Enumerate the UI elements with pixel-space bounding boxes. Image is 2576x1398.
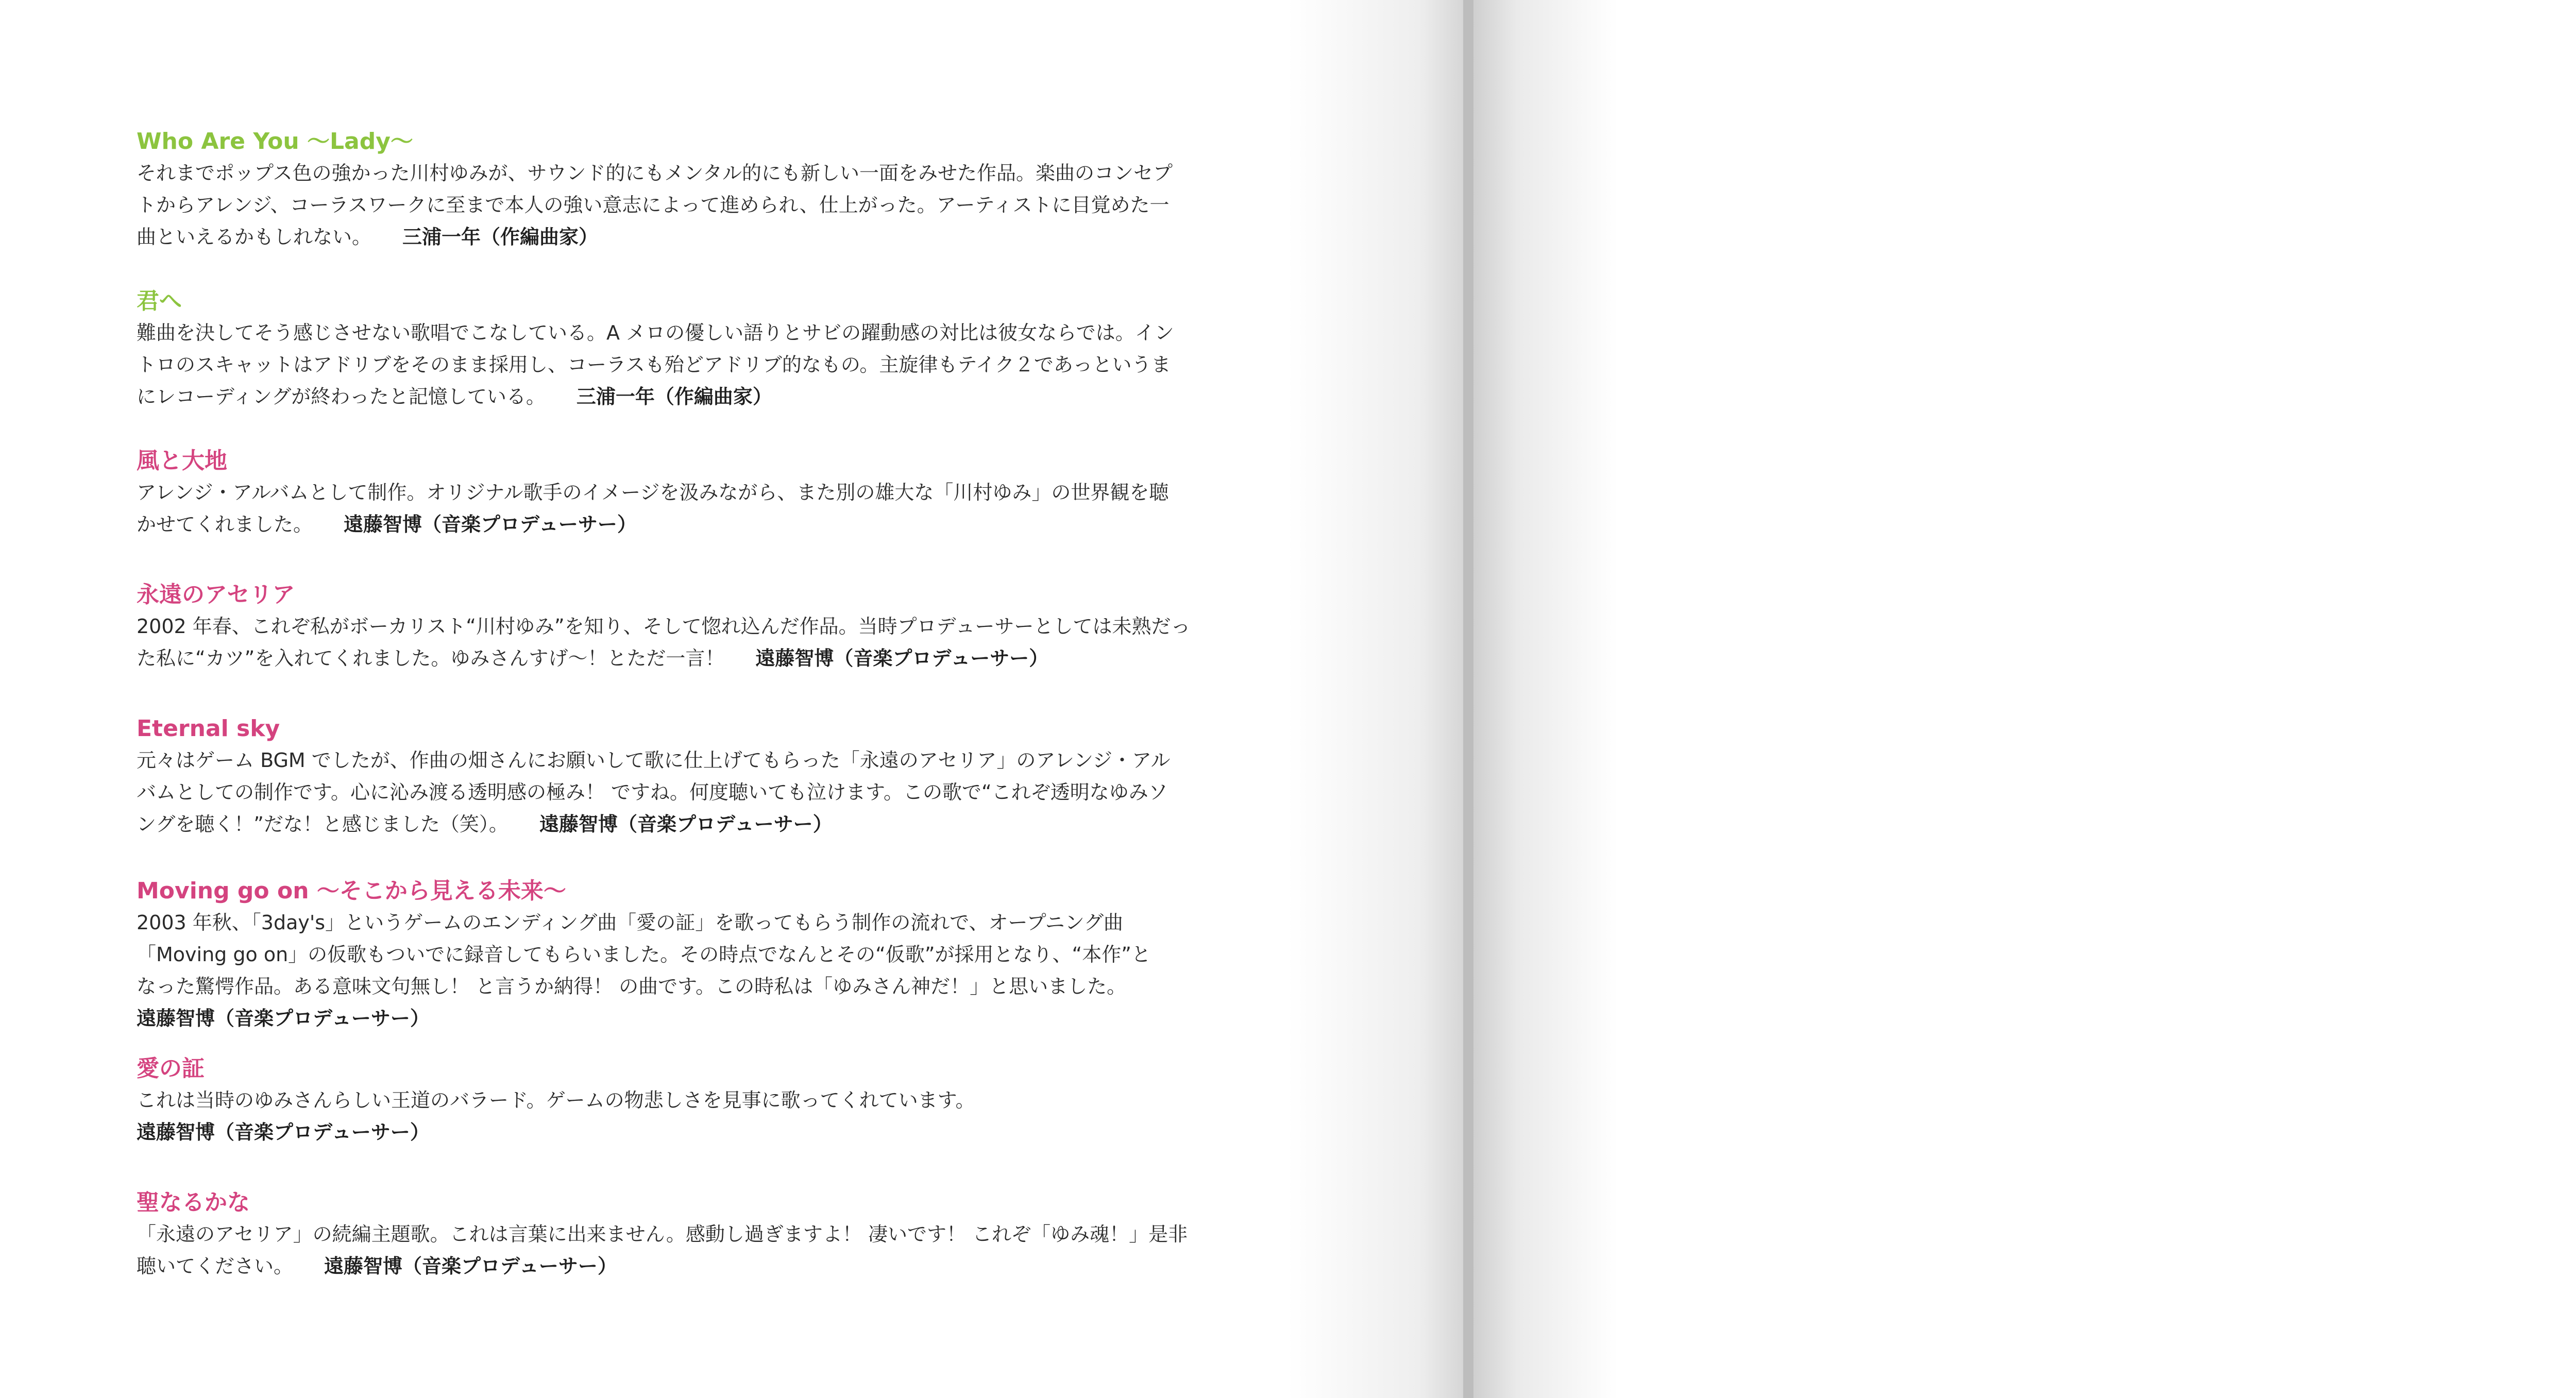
commentary-line (137, 1116, 1337, 1148)
booklet-gutter (1463, 0, 1473, 1398)
track-note-entry (137, 713, 1337, 840)
commentary-text: 元々はゲーム BGM でしたが、作曲の畑さんにお願いして歌に仕上げてもらった「永遠のアセリア」のアレンジ・アル (137, 749, 1171, 772)
commentary-line (137, 808, 1337, 840)
track-commentary (137, 907, 1337, 1034)
commentary-text: これは当時のゆみさんらしい王道のバラード。ゲームの物悲しさを見事に歌ってくれています。 (137, 1089, 975, 1112)
commentary-line (137, 157, 1337, 189)
commentary-credit: 遠藤智博（音楽プロデューサー） (755, 647, 1049, 670)
commentary-line (137, 189, 1337, 221)
commentary-line (137, 476, 1337, 508)
commentary-credit: 遠藤智博（音楽プロデューサー） (137, 1121, 430, 1144)
track-title: 聖なるかな (137, 1189, 250, 1216)
commentary-text: 2003 年秋、「3day's」というゲームのエンディング曲「愛の証」を歌ってもらう制作の流れで、オープニング曲 (137, 911, 1123, 934)
commentary-text: アレンジ・アルバムとして制作。オリジナル歌手のイメージを汲みながら、また別の雄大な「川村ゆみ」の世界観を聴 (137, 481, 1169, 504)
track-commentary (137, 1218, 1337, 1282)
track-title: 愛の証 (137, 1055, 205, 1082)
commentary-credit: 三浦一年（作編曲家） (402, 226, 599, 248)
commentary-text: にレコーディングが終わったと記憶している。 (137, 385, 546, 408)
right-page (1473, 0, 2576, 1398)
track-title: Who Are You ～Lady～ (137, 128, 413, 155)
track-note-entry (137, 446, 1337, 540)
track-note-entry (137, 1187, 1337, 1282)
commentary-text: 2002 年春、これぞ私がボーカリスト“川村ゆみ”を知り、そして惚れ込んだ作品。当時プロデューサーとしては未熟だっ (137, 615, 1191, 638)
commentary-line (137, 1250, 1337, 1282)
track-commentary (137, 476, 1337, 540)
commentary-line (137, 939, 1337, 970)
commentary-credit: 遠藤智博（音楽プロデューサー） (344, 513, 637, 536)
track-commentary (137, 744, 1337, 840)
track-note-entry (137, 286, 1337, 413)
commentary-credit: 三浦一年（作編曲家） (576, 385, 772, 408)
commentary-line (137, 776, 1337, 808)
commentary-line (137, 508, 1337, 540)
commentary-line (137, 381, 1337, 413)
track-note-entry (137, 579, 1337, 674)
commentary-text: トからアレンジ、コーラスワークに至まで本人の強い意志によって進められ、仕上がった。アーティストに目覚めた一 (137, 194, 1170, 216)
track-title: 永遠のアセリア (137, 582, 295, 608)
commentary-line (137, 317, 1337, 349)
track-commentary (137, 157, 1337, 253)
track-title: 風と大地 (137, 448, 227, 474)
track-note-entry (137, 126, 1337, 253)
commentary-text: トロのスキャットはアドリブをそのまま採用し、コーラスも殆どアドリブ的なもの。主旋律もテイク２であっというま (137, 353, 1171, 376)
track-note-entry (137, 876, 1337, 1034)
commentary-line (137, 610, 1337, 642)
track-commentary (137, 610, 1337, 674)
commentary-line (137, 1002, 1337, 1034)
commentary-text: それまでポップス色の強かった川村ゆみが、サウンド的にもメンタル的にも新しい一面をみせた作品。楽曲のコンセプ (137, 162, 1173, 184)
commentary-text: かせてくれました。 (137, 513, 313, 536)
commentary-text: 曲といえるかもしれない。 (137, 226, 372, 248)
track-commentary (137, 1084, 1337, 1148)
commentary-text: た私に“カツ”を入れてくれました。ゆみさんすげ～！とただ一言！ (137, 647, 725, 670)
commentary-text: 「Moving go on」の仮歌もついでに録音してもらいました。その時点でなんとその“仮歌”が採用となり、“本作”と (137, 943, 1151, 966)
track-title: Moving go on ～そこから見える未来～ (137, 878, 566, 904)
track-note-entry (137, 1053, 1337, 1148)
commentary-line (137, 907, 1337, 939)
commentary-text: 聴いてください。 (137, 1255, 294, 1277)
commentary-line (137, 970, 1337, 1002)
commentary-credit: 遠藤智博（音楽プロデューサー） (324, 1255, 617, 1277)
commentary-text: 難曲を決してそう感じさせない歌唱でこなしている。A メロの優しい語りとサビの躍動感の対比は彼女ならでは。イン (137, 321, 1174, 344)
commentary-line (137, 1084, 1337, 1116)
commentary-credit: 遠藤智博（音楽プロデューサー） (539, 813, 833, 836)
commentary-text: バムとしての制作です。心に沁み渡る透明感の極み！ ですね。何度聴いても泣けます。この歌で“これぞ透明なゆみソ (137, 781, 1168, 804)
commentary-text: 「永遠のアセリア」の続編主題歌。これは言葉に出来ません。感動し過ぎますよ！ 凄いです！ これぞ「ゆみ魂！」是非 (137, 1223, 1188, 1246)
commentary-line (137, 1218, 1337, 1250)
track-title: 君へ (137, 288, 182, 314)
commentary-credit: 遠藤智博（音楽プロデューサー） (137, 1007, 430, 1030)
commentary-line (137, 744, 1337, 776)
commentary-line (137, 642, 1337, 674)
commentary-line (137, 349, 1337, 381)
commentary-line (137, 221, 1337, 253)
track-title: Eternal sky (137, 715, 280, 742)
commentary-text: なった驚愕作品。ある意味文句無し！ と言うか納得！ の曲です。この時私は「ゆみさん神だ！」と思いました。 (137, 975, 1127, 998)
commentary-text: ングを聴く！”だな！と感じました（笑）。 (137, 813, 509, 836)
track-commentary (137, 317, 1337, 413)
